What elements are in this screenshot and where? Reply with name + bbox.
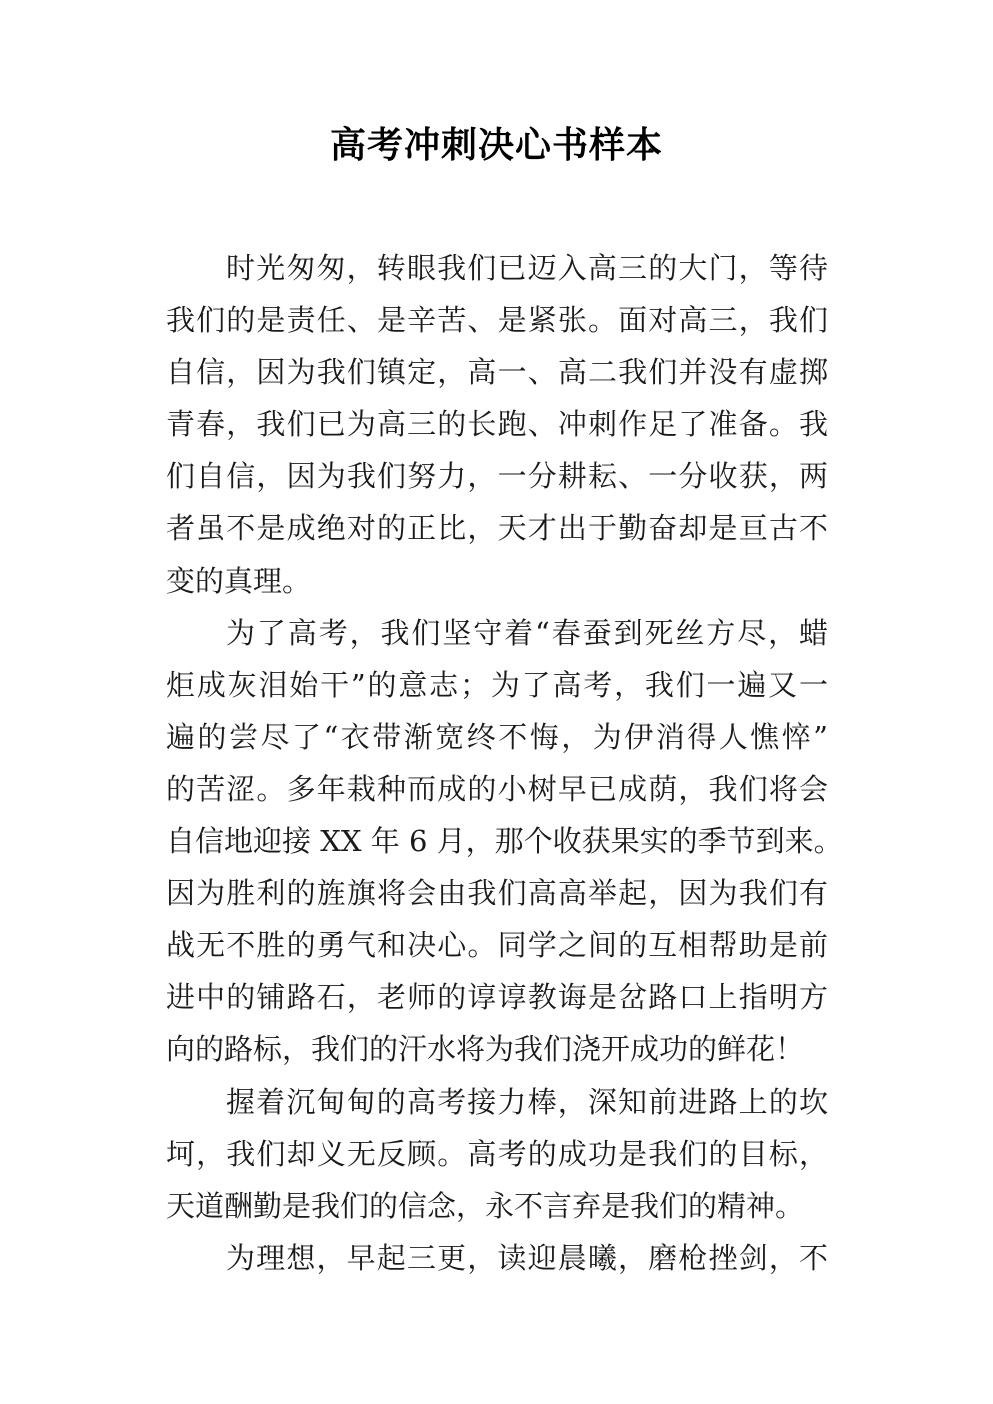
paragraph-line: 为了高考，我们坚守着“春蚕到死丝方尽，蜡 [226,615,828,650]
paragraph-2 [166,607,843,1076]
paragraph-line: 自信地迎接 XX 年 6 月，那个收获果实的季节到来。 [166,824,843,859]
paragraph-line: 坷，我们却义无反顾。高考的成功是我们的目标， [166,1136,828,1171]
paragraph-3 [166,1076,828,1232]
paragraph-line: 变的真理。 [166,563,312,598]
paragraph-line: 进中的铺路石，老师的谆谆教诲是岔路口上指明方 [166,980,828,1015]
paragraph-line: 握着沉甸甸的高考接力棒，深知前进路上的坎 [226,1084,828,1119]
document-body [166,242,843,1284]
paragraph-line: 战无不胜的勇气和决心。同学之间的互相帮助是前 [166,928,828,963]
document-title: 高考冲刺决心书样本 [329,125,663,166]
paragraph-line: 自信，因为我们镇定，高一、高二我们并没有虚掷 [166,355,828,390]
paragraph-line: 遍的尝尽了“衣带渐宽终不悔，为伊消得人憔悴” [166,719,828,754]
paragraph-line: 向的路标，我们的汗水将为我们浇开成功的鲜花！ [166,1032,805,1067]
paragraph-4 [166,1232,828,1284]
paragraph-line: 们自信，因为我们努力，一分耕耘、一分收获，两 [166,459,828,494]
paragraph-line: 时光匆匆，转眼我们已迈入高三的大门，等待 [226,251,828,285]
paragraph-line: 青春，我们已为高三的长跑、冲刺作足了准备。我 [166,407,828,442]
paragraph-1 [166,242,828,607]
paragraph-line: 的苦涩。多年栽种而成的小树早已成荫，我们将会 [166,771,828,806]
paragraph-line: 我们的是责任、是辛苦、是紧张。面对高三，我们 [166,303,828,338]
paragraph-line: 者虽不是成绝对的正比，天才出于勤奋却是亘古不 [166,511,828,546]
paragraph-line: 因为胜利的旌旗将会由我们高高举起，因为我们有 [166,876,828,911]
paragraph-line: 为理想，早起三更，读迎晨曦，磨枪挫剑，不 [226,1240,828,1275]
paragraph-line: 天道酬勤是我们的信念，永不言弃是我们的精神。 [166,1188,805,1223]
paragraph-line: 炬成灰泪始干”的意志；为了高考，我们一遍又一 [166,667,828,702]
